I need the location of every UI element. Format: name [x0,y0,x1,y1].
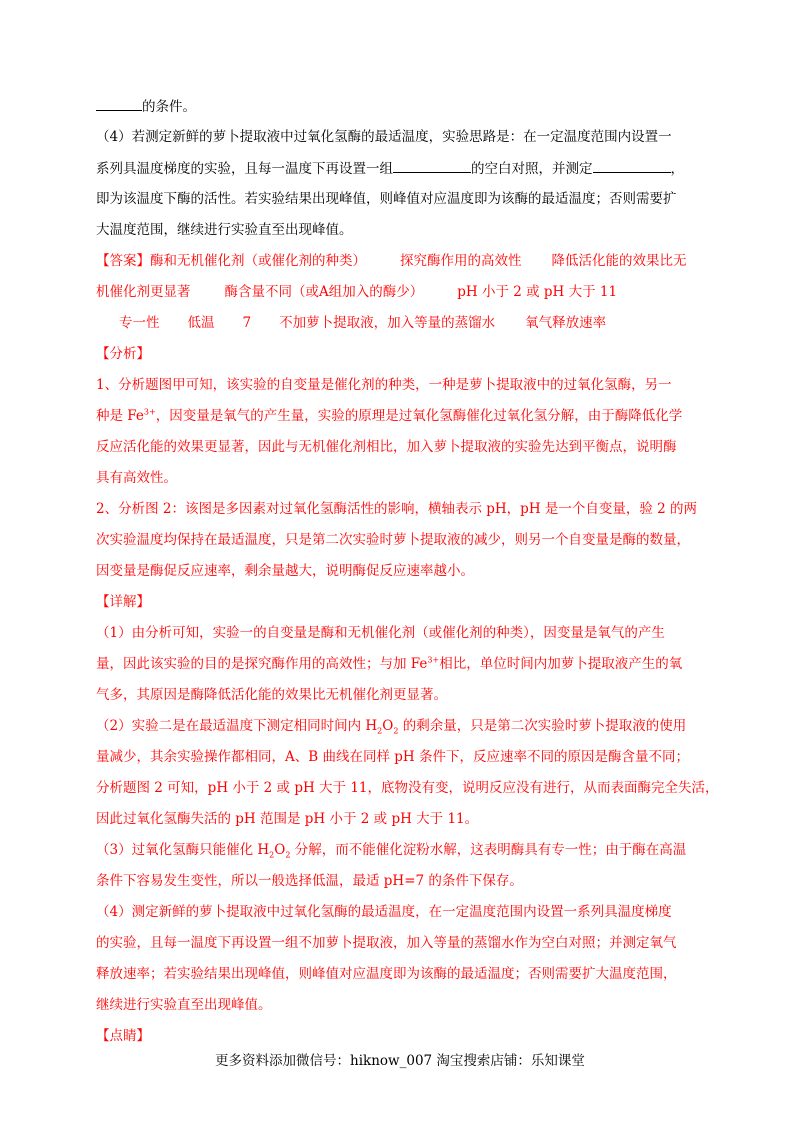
detail-3-l1: （3）过氧化氢酶只能催化 $H_2O_2$ 分解，而不能催化淀粉水解，这表明酶具有专一性；由于酶在高温 [96,842,687,860]
detail-2-l1: （2）实验二是在最适温度下测定相同时间内 $H_2O_2$ 的剩余量，只是第二次实验时萝卜提取液的使用 [96,718,687,736]
line-text: 的条件。 [142,99,196,115]
analysis-tag: 【分析】 [96,346,150,362]
detail-2-l3: 分析题图 2 可知，pH 小于 2 或 pH 大于 11，底物没有变，说明反应没有进行，从而表面酶完全失活， [96,780,719,796]
answer-blank [96,96,142,111]
detail-2-l4: 因此过氧化氢酶失活的 pH 范围是 pH 小于 2 或 pH 大于 11。 [96,811,479,827]
analysis-p2-l3: 因变量是酶促反应速率，剩余量越大，说明酶促反应速率越小。 [96,563,474,579]
detail-2-l2: 量减少，其余实验操作都相同，A、B 曲线在同样 pH 条件下，反应速率不同的原因是酶含量不同； [96,749,689,765]
q4-line-1: （4）若测定新鲜的萝卜提取液中过氧化氢酶的最适温度，实验思路是：在一定温度范围内设置一 [96,129,672,145]
analysis-p1-l2: 种是 $Fe^{3+}$，因变量是氧气的产生量，实验的原理是过氧化氢酶催化过氧化氢分解，由于酶降低化学 [96,407,683,424]
detail-1-l2: 量，因此该实验的目的是探究酶作用的高效性；与加 $Fe^{3+}$相比，单位时间内加萝卜提取液产生的氧 [96,655,683,672]
analysis-p1-l4: 具有高效性。 [96,470,177,486]
analysis-p2-l2: 次实验温度均保持在最适温度，只是第二次实验时萝卜提取液的减少，则另一个自变量是酶的数量， [96,532,690,548]
answer-blank [393,158,471,173]
detail-1-l3: 气多，其原因是酶降低活化能的效果比无机催化剂更显著。 [96,687,447,703]
q4-line-3: 即为该温度下酶的活性。若实验结果出现峰值，则峰值对应温度即为该酶的最适温度；否则需要扩 [96,191,677,207]
detail-4-l1: （4）测定新鲜的萝卜提取液中过氧化氢酶的最适温度，在一定温度范围内设置一系列具温度梯度 [96,904,672,920]
q4-line-2: 系列具温度梯度的实验，且每一温度下再设置一组 的空白对照，并测定 ， [96,158,716,179]
analysis-p2-l1: 2、分析图 2：该图是多因素对过氧化氢酶活性的影响，横轴表示 pH，pH 是一个自变量，验 2 的两 [96,501,698,517]
answer-line-2: 机催化剂更显著 酶含量不同（或A组加入的酶少） pH 小于 2 或 pH 大于 11 [96,284,618,300]
answer-tag: 【答案】 [96,253,150,269]
page-footer: 更多资料添加微信号：hiknow_007 淘宝搜索店铺：乐知课堂 [215,1053,585,1069]
detail-3-l2: 条件下容易发生变性，所以一般选择低温，最适 pH=7 的条件下保存。 [96,873,523,889]
detail-tag: 【详解】 [96,594,150,610]
analysis-p1-l3: 反应活化能的效果更显著，因此与无机催化剂相比，加入萝卜提取液的实验先达到平衡点，说明酶 [96,439,677,455]
detail-4-l4: 继续进行实验直至出现峰值。 [96,997,272,1013]
detail-4-l2: 的实验，且每一温度下再设置一组不加萝卜提取液，加入等量的蒸馏水作为空白对照；并测定氧气 [96,935,677,951]
comment-tag: 【点睛】 [96,1028,150,1044]
answer-line-3: 专一性 低温 7 不加萝卜提取液，加入等量的蒸馏水 氧气释放速率 [119,315,607,331]
q4-line-4: 大温度范围，继续进行实验直至出现峰值。 [96,222,353,238]
answer-blank [593,158,671,173]
answer-line-1: 【答案】酶和无机催化剂（或催化剂的种类） 探究酶作用的高效性 降低活化能的效果比无 [96,253,687,269]
detail-4-l3: 释放速率；若实验结果出现峰值，则峰值对应温度即为该酶的最适温度；否则需要扩大温度范围， [96,966,677,982]
analysis-p1-l1: 1、分析题图甲可知，该实验的自变量是催化剂的种类，一种是萝卜提取液中的过氧化氢酶，另一 [96,377,672,393]
q3-tail-line [96,96,716,117]
detail-1-l1: （1）由分析可知，实验一的自变量是酶和无机催化剂（或催化剂的种类），因变量是氧气的产生 [96,625,665,641]
